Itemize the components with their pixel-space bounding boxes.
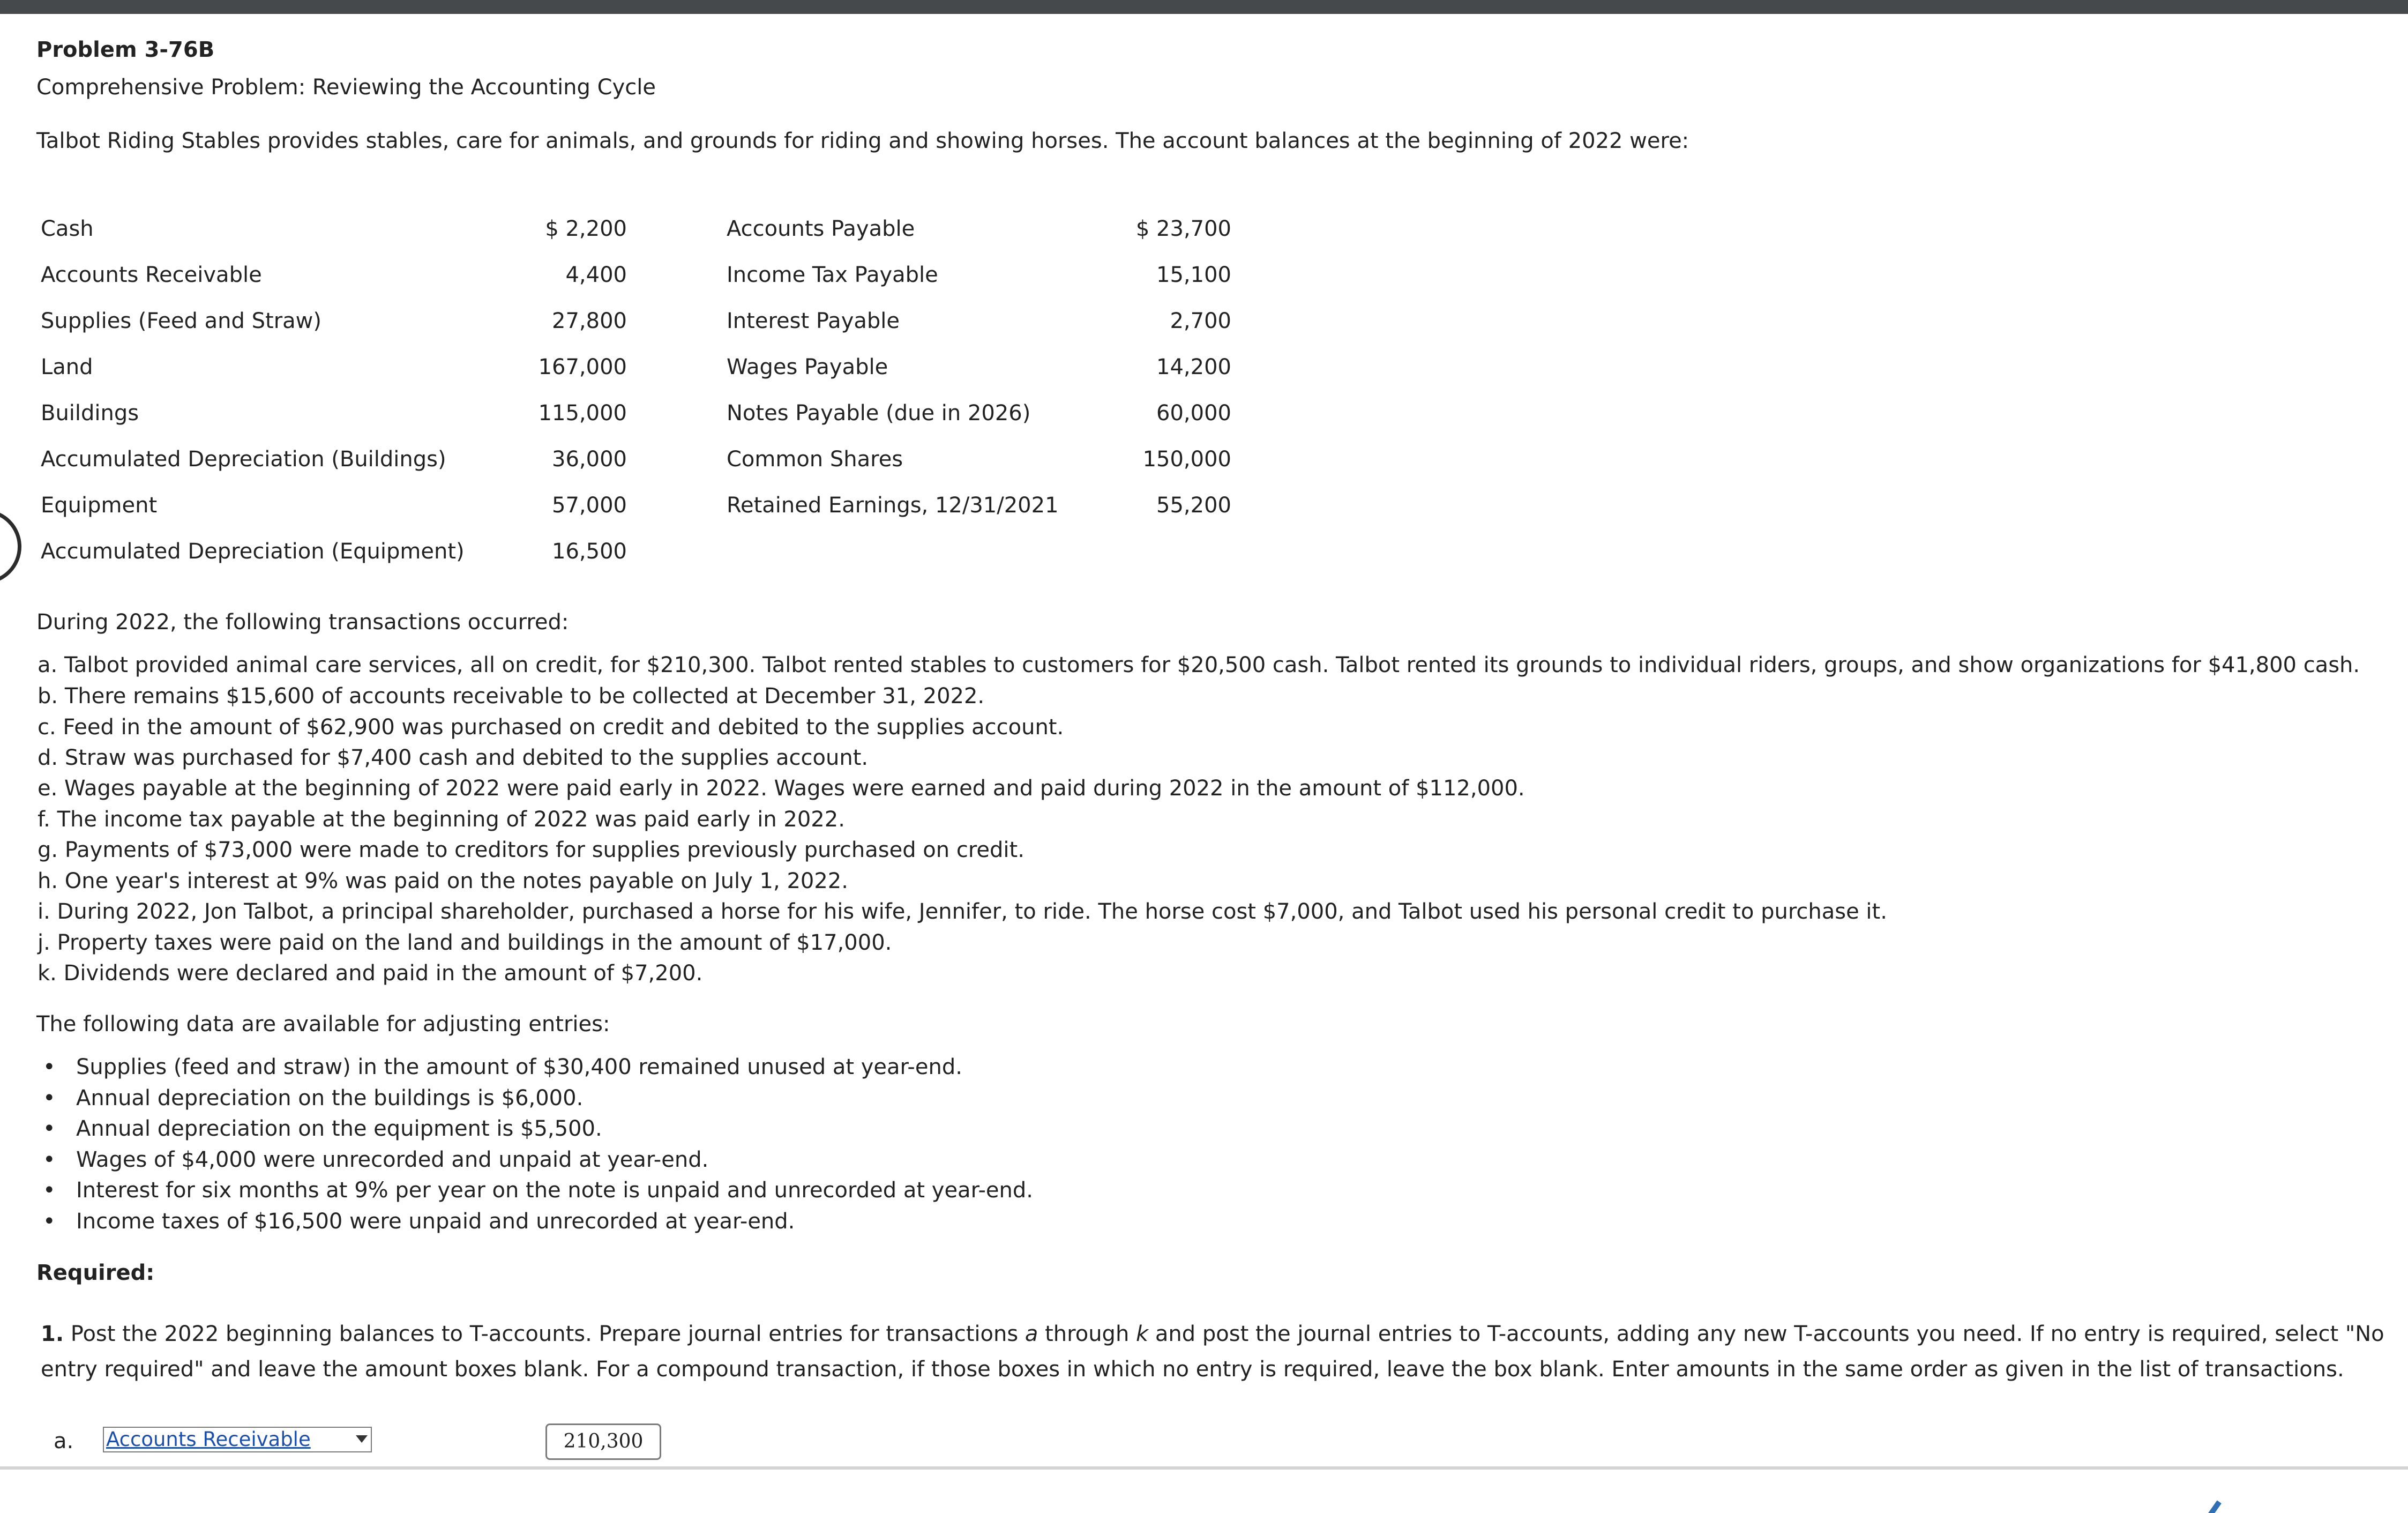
- bullet-icon: •: [43, 1055, 56, 1079]
- adjusting-item-text: Wages of $4,000 were unrecorded and unpaid at year-end.: [76, 1147, 709, 1172]
- right-account-name: Accounts Payable: [727, 217, 915, 241]
- required-number: 1.: [41, 1322, 64, 1346]
- left-account-name: Accumulated Depreciation (Buildings): [41, 447, 446, 472]
- bullet-icon: •: [43, 1209, 56, 1234]
- circle-marker-icon: [0, 509, 21, 584]
- right-account-amount: 60,000: [1156, 401, 1231, 426]
- transaction-item: j. Property taxes were paid on the land and buildings in the amount of $17,000.: [38, 930, 892, 955]
- left-account-name: Buildings: [41, 401, 139, 426]
- left-account-name: Accumulated Depreciation (Equipment): [41, 539, 465, 564]
- required-italic-k: k: [1136, 1322, 1149, 1346]
- right-account-name: Interest Payable: [727, 309, 900, 333]
- left-account-amount: 4,400: [565, 263, 627, 287]
- left-account-amount: 57,000: [552, 493, 627, 518]
- required-text-1: Post the 2022 beginning balances to T-accounts. Prepare journal entries for transactions: [70, 1322, 1019, 1346]
- right-account-name: Retained Earnings, 12/31/2021: [727, 493, 1059, 518]
- problem-title: Comprehensive Problem: Reviewing the Accounting Cycle: [36, 75, 656, 100]
- bullet-icon: •: [43, 1086, 56, 1110]
- transaction-item: h. One year's interest at 9% was paid on the notes payable on July 1, 2022.: [38, 869, 848, 893]
- right-account-amount: 14,200: [1156, 355, 1231, 379]
- transaction-item: a. Talbot provided animal care services, all on credit, for $210,300. Talbot rented stables to customers for $20,500 cash. Talbot rented its grounds to individual riders, groups, and show organizations for $41,800 cash.: [38, 653, 2360, 677]
- left-account-amount: 167,000: [538, 355, 627, 379]
- transaction-item: f. The income tax payable at the beginning of 2022 was paid early in 2022.: [38, 807, 845, 832]
- left-account-amount: 36,000: [552, 447, 627, 472]
- transaction-item: b. There remains $15,600 of accounts receivable to be collected at December 31, 2022.: [38, 684, 985, 709]
- right-account-name: Common Shares: [727, 447, 903, 472]
- left-account-name: Supplies (Feed and Straw): [41, 309, 321, 333]
- bullet-icon: •: [43, 1116, 56, 1141]
- right-account-amount: 15,100: [1156, 263, 1231, 287]
- transactions-intro: During 2022, the following transactions occurred:: [36, 610, 569, 635]
- right-account-amount: $ 23,700: [1135, 217, 1231, 241]
- problem-id: Problem 3-76B: [36, 38, 215, 62]
- required-text-2: through: [1045, 1322, 1130, 1346]
- transaction-item: k. Dividends were declared and paid in the amount of $7,200.: [38, 961, 703, 986]
- transaction-item: g. Payments of $73,000 were made to creditors for supplies previously purchased on credit.: [38, 838, 1024, 862]
- adjusting-item: [43, 1115, 602, 1142]
- left-account-name: Cash: [41, 217, 94, 241]
- required-text-3: and post the journal entries to T-accounts, adding any new T-accounts you need. If no entry is required, select "No entry required" and leave the amount boxes blank. For a compound transaction, if those boxes in which no entry is required, leave the box blank. Enter amounts in the same order as given in the list of transactions.: [41, 1322, 2384, 1382]
- right-account-amount: 55,200: [1156, 493, 1231, 518]
- left-account-amount: 115,000: [538, 401, 627, 426]
- account-select-value: Accounts Receivable: [106, 1428, 311, 1451]
- adjusting-intro: The following data are available for adjusting entries:: [36, 1012, 610, 1037]
- right-account-amount: 2,700: [1170, 309, 1231, 333]
- adjusting-item: [43, 1054, 962, 1080]
- entry-label: a.: [54, 1429, 74, 1454]
- adjusting-item: [43, 1208, 795, 1235]
- left-account-name: Equipment: [41, 493, 158, 518]
- transaction-item: d. Straw was purchased for $7,400 cash and debited to the supplies account.: [38, 746, 869, 770]
- adjusting-item-text: Income taxes of $16,500 were unpaid and unrecorded at year-end.: [76, 1209, 795, 1234]
- right-account-name: Notes Payable (due in 2026): [727, 401, 1031, 426]
- left-account-name: Accounts Receivable: [41, 263, 262, 287]
- left-account-amount: 16,500: [552, 539, 627, 564]
- left-account-amount: 27,800: [552, 309, 627, 333]
- transaction-item: c. Feed in the amount of $62,900 was purchased on credit and debited to the supplies account.: [38, 715, 1064, 740]
- bullet-icon: •: [43, 1178, 56, 1203]
- transaction-item: i. During 2022, Jon Talbot, a principal shareholder, purchased a horse for his wife, Jennifer, to ride. The horse cost $7,000, and Talbot used his personal credit to purchase it.: [38, 899, 1887, 924]
- adjusting-item: [43, 1085, 583, 1112]
- adjusting-item-text: Annual depreciation on the equipment is $5,500.: [76, 1116, 602, 1141]
- bottom-separator: [0, 1466, 2408, 1470]
- dropdown-arrow-icon: [356, 1435, 368, 1443]
- adjusting-item-text: Supplies (feed and straw) in the amount of $30,400 remained unused at year-end.: [76, 1055, 962, 1079]
- right-account-amount: 150,000: [1142, 447, 1231, 472]
- account-select[interactable]: [103, 1427, 372, 1452]
- adjusting-item-text: Interest for six months at 9% per year on the note is unpaid and unrecorded at year-end.: [76, 1178, 1033, 1203]
- bullet-icon: •: [43, 1147, 56, 1172]
- left-account-name: Land: [41, 355, 93, 379]
- top-bar: [0, 0, 2408, 14]
- required-italic-a: a: [1024, 1322, 1038, 1346]
- adjusting-item: [43, 1146, 708, 1173]
- problem-intro: Talbot Riding Stables provides stables, care for animals, and grounds for riding and showing horses. The account balances at the beginning of 2022 were:: [36, 129, 1689, 153]
- checkmark-icon: [2192, 1491, 2222, 1513]
- transaction-item: e. Wages payable at the beginning of 2022 were paid early in 2022. Wages were earned and paid during 2022 in the amount of $112,000.: [38, 776, 1525, 801]
- required-heading: Required:: [36, 1261, 155, 1285]
- adjusting-item: [43, 1177, 1033, 1204]
- debit-amount-input[interactable]: 210,300: [545, 1423, 661, 1460]
- required-instructions: [41, 1316, 2388, 1387]
- right-account-name: Wages Payable: [727, 355, 888, 379]
- left-account-amount: $ 2,200: [545, 217, 627, 241]
- right-account-name: Income Tax Payable: [727, 263, 938, 287]
- adjusting-item-text: Annual depreciation on the buildings is $6,000.: [76, 1086, 584, 1110]
